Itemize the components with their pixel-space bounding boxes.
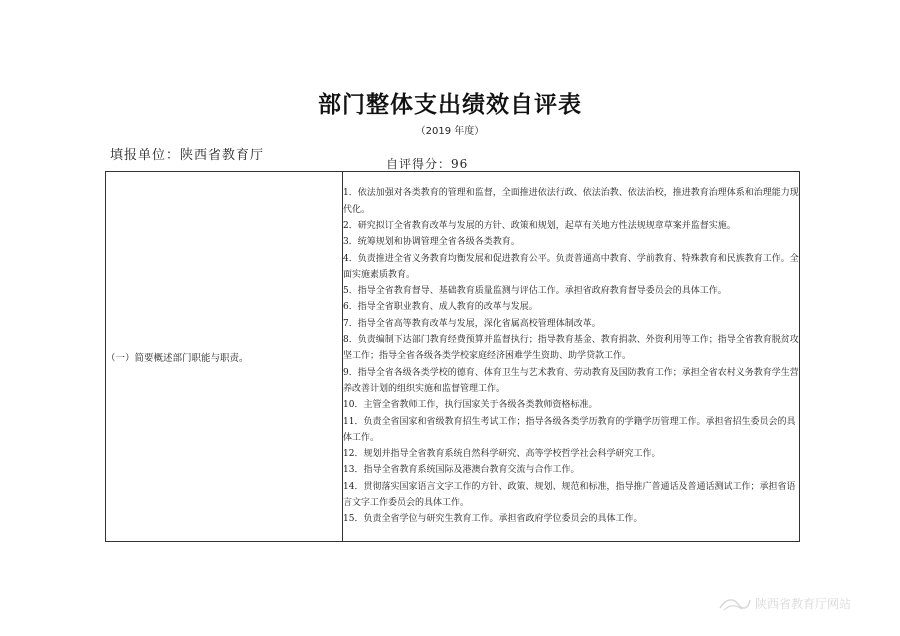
table-row xyxy=(106,172,800,542)
row-label: （一）简要概述部门职能与职责。 xyxy=(106,172,343,542)
duty-item: 9．指导全省各级各类学校的德育、体育卫生与艺术教育、劳动教育及国防教育工作；承担全省农村义务教育学生营养改善计划的组织实施和监督管理工作。 xyxy=(343,367,799,394)
duty-item: 10．主管全省教师工作，执行国家关于各级各类教师资格标准。 xyxy=(343,400,598,411)
duty-item: 2．研究拟订全省教育改革与发展的方针、政策和规划，起草有关地方性法规规章草案并监督实施。 xyxy=(343,220,736,231)
duty-item: 5．指导全省教育督导、基础教育质量监测与评估工作。承担省政府教育督导委员会的具体工作。 xyxy=(343,286,727,297)
page-title: 部门整体支出绩效自评表 xyxy=(318,92,582,118)
self-score: 自评得分：96 xyxy=(386,157,469,171)
performance-table xyxy=(105,171,800,542)
duty-item: 1．依法加强对各类教育的管理和监督，全面推进依法行政、依法治教、依法治校，推进教育治理体系和治理能力现代化。 xyxy=(343,188,799,215)
duty-item: 14．贯彻落实国家语言文字工作的方针、政策、规划、规范和标准，指导推广普通话及普通话测试工作；承担省语言文字工作委员会的具体工作。 xyxy=(343,481,796,509)
duties-cell xyxy=(343,172,800,542)
watermark-text: 陕西省教育厅网站 xyxy=(755,597,852,611)
duty-item: 12．规划并指导全省教育系统自然科学研究、高等学校哲学社会科学研究工作。 xyxy=(343,449,661,460)
duty-item: 6．指导全省职业教育、成人教育的改革与发展。 xyxy=(343,302,538,313)
duty-item: 7．指导全省高等教育改革与发展，深化省属高校管理体制改革。 xyxy=(343,318,601,329)
duty-item: 15．负责全省学位与研究生教育工作。承担省政府学位委员会的具体工作。 xyxy=(343,514,643,525)
website-logo-icon xyxy=(718,596,752,612)
filling-unit: 填报单位：陕西省教育厅 xyxy=(110,148,265,163)
duty-item: 11．负责全省国家和省级教育招生考试工作；指导各级各类学历教育的学籍学历管理工作。承担省招生委员会的具体工作。 xyxy=(343,416,796,443)
duty-item: 8．负责编制下达部门教育经费预算并监督执行；指导教育基金、教育捐款、外资利用等工作；指导全省教育脱贫攻坚工作；指导全省各级各类学校家庭经济困难学生资助、助学贷款工作。 xyxy=(343,335,799,362)
fiscal-year: （2019 年度） xyxy=(415,126,485,137)
duty-item: 13．指导全省教育系统国际及港澳台教育交流与合作工作。 xyxy=(343,465,580,476)
duty-item: 4．负责推进全省义务教育均衡发展和促进教育公平。负责普通高中教育、学前教育、特殊教育和民族教育工作。全面实施素质教育。 xyxy=(343,253,799,280)
watermark xyxy=(718,595,851,612)
duty-item: 3．统筹规划和协调管理全省各级各类教育。 xyxy=(343,237,520,248)
